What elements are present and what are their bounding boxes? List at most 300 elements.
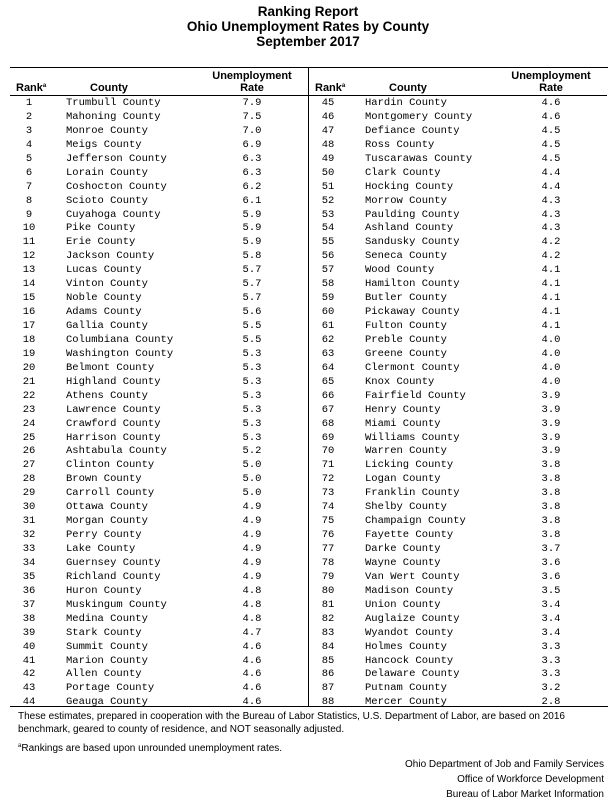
rate-cell: 5.9	[242, 236, 262, 249]
county-cell: Fairfield County	[365, 389, 466, 402]
rate-cell: 4.7	[242, 626, 262, 639]
rank-cell: 56	[321, 250, 335, 263]
county-cell: Clinton County	[66, 459, 155, 472]
rate-cell: 6.3	[242, 152, 262, 165]
rate-cell: 4.2	[541, 236, 561, 249]
rate-cell: 3.9	[541, 445, 561, 458]
rate-cell: 4.3	[541, 222, 561, 235]
table-row	[309, 222, 607, 236]
rank-cell: 76	[321, 529, 335, 542]
county-cell: Portage County	[66, 682, 155, 695]
rate-cell: 3.8	[541, 515, 561, 528]
county-cell: Putnam County	[365, 682, 447, 695]
table-row	[10, 264, 308, 278]
table-row	[309, 432, 607, 446]
rate-cell: 3.3	[541, 640, 561, 653]
table-row	[10, 250, 308, 264]
rate-cell: 3.9	[541, 389, 561, 402]
rank-cell: 80	[321, 584, 335, 597]
rank-cell: 84	[321, 640, 335, 653]
table-row	[10, 432, 308, 446]
table-row	[10, 459, 308, 473]
rank-cell: 54	[321, 222, 335, 235]
county-cell: Paulding County	[365, 208, 460, 221]
rank-cell: 59	[321, 292, 335, 305]
table-row	[10, 348, 308, 362]
rank-cell: 67	[321, 403, 335, 416]
rate-cell: 5.8	[242, 250, 262, 263]
rank-cell: 72	[321, 473, 335, 486]
rank-cell: 49	[321, 152, 335, 165]
rank-cell: 81	[321, 598, 335, 611]
table-row	[10, 320, 308, 334]
rank-footnote-marker: a	[341, 83, 346, 89]
rate-cell: 5.9	[242, 208, 262, 221]
rank-column-header: Rank$^a$	[16, 82, 47, 94]
county-cell: Franklin County	[365, 487, 460, 500]
table-row	[309, 404, 607, 418]
rank-cell: 6	[25, 166, 33, 179]
rate-cell: 3.3	[541, 668, 561, 681]
rank-cell: 11	[22, 236, 36, 249]
rate-cell: 4.2	[541, 250, 561, 263]
rank-cell: 43	[22, 682, 36, 695]
rate-cell: 5.3	[242, 361, 262, 374]
county-cell: Hamilton County	[365, 278, 460, 291]
table-row	[10, 181, 308, 195]
rate-cell: 5.3	[242, 431, 262, 444]
rank-cell: 73	[321, 487, 335, 500]
rank-cell: 24	[22, 417, 36, 430]
rate-cell: 4.6	[242, 668, 262, 681]
table-row	[10, 487, 308, 501]
table-row	[309, 557, 607, 571]
county-cell: Mahoning County	[66, 110, 161, 123]
report-title-block	[0, 4, 616, 49]
rate-cell: 4.5	[541, 152, 561, 165]
county-cell: Jackson County	[66, 250, 155, 263]
table-row	[309, 627, 607, 641]
county-cell: Ross County	[365, 138, 435, 151]
county-cell: Sandusky County	[365, 236, 460, 249]
rate-cell: 6.2	[242, 180, 262, 193]
rate-cell: 4.9	[242, 501, 262, 514]
rate-cell: 5.5	[242, 333, 262, 346]
table-row	[309, 334, 607, 348]
rate-cell: 3.5	[541, 584, 561, 597]
table-row	[10, 682, 308, 696]
rank-cell: 21	[22, 375, 36, 388]
table-row	[309, 320, 607, 334]
rank-cell: 47	[321, 124, 335, 137]
rate-cell: 4.6	[242, 682, 262, 695]
rank-cell: 3	[25, 124, 33, 137]
rank-cell: 30	[22, 501, 36, 514]
rank-cell: 70	[321, 445, 335, 458]
county-column-header: County	[90, 82, 128, 94]
county-cell: Lucas County	[66, 264, 142, 277]
rate-cell: 3.2	[541, 682, 561, 695]
rank-cell: 87	[321, 682, 335, 695]
county-cell: Ottawa County	[66, 501, 148, 514]
table-row	[309, 571, 607, 585]
table-row	[309, 668, 607, 682]
source-department: Ohio Department of Job and Family Services	[405, 759, 604, 770]
table-row	[309, 459, 607, 473]
rank-cell: 79	[321, 570, 335, 583]
table-row	[309, 376, 607, 390]
table-row	[309, 682, 607, 696]
ranking-table	[10, 67, 608, 707]
rate-cell: 4.9	[242, 556, 262, 569]
county-cell: Coshocton County	[66, 180, 167, 193]
county-cell: Hardin County	[365, 97, 447, 109]
rank-cell: 75	[321, 515, 335, 528]
table-row	[10, 655, 308, 669]
rank-cell: 25	[22, 431, 36, 444]
rate-cell: 4.6	[242, 654, 262, 667]
rate-cell: 7.9	[242, 97, 262, 109]
county-cell: Seneca County	[365, 250, 447, 263]
county-cell: Fayette County	[365, 529, 454, 542]
county-column-header: County	[389, 82, 427, 94]
rank-cell: 66	[321, 389, 335, 402]
rate-cell: 4.4	[541, 180, 561, 193]
county-cell: Cuyahoga County	[66, 208, 161, 221]
table-rows-right	[309, 97, 607, 710]
rank-cell: 23	[22, 403, 36, 416]
rank-cell: 22	[22, 389, 36, 402]
rate-cell: 4.9	[242, 543, 262, 555]
report-period: September 2017	[256, 34, 360, 49]
rate-cell: 3.8	[541, 459, 561, 472]
county-cell: Summit County	[66, 640, 148, 653]
rate-cell: 4.6	[541, 97, 561, 109]
rate-cell: 3.4	[541, 598, 561, 611]
table-left-half	[10, 68, 308, 709]
county-cell: Morgan County	[66, 515, 148, 528]
county-cell: Pike County	[66, 222, 136, 235]
county-cell: Greene County	[365, 347, 447, 360]
rate-cell: 5.3	[242, 389, 262, 402]
rank-cell: 29	[22, 487, 36, 500]
rank-cell: 78	[321, 556, 335, 569]
county-cell: Lake County	[66, 543, 136, 555]
county-cell: Van Wert County	[365, 570, 460, 583]
table-row	[309, 501, 607, 515]
table-row	[309, 125, 607, 139]
rank-cell: 39	[22, 626, 36, 639]
rank-cell: 17	[22, 320, 36, 332]
county-cell: Adams County	[66, 306, 142, 319]
rank-cell: 60	[321, 306, 335, 319]
table-row	[309, 515, 607, 529]
county-cell: Belmont County	[66, 361, 155, 374]
county-cell: Crawford County	[66, 417, 161, 430]
rate-cell: 4.6	[242, 696, 262, 709]
county-cell: Monroe County	[66, 124, 148, 137]
county-cell: Scioto County	[66, 194, 148, 207]
county-cell: Henry County	[365, 403, 441, 416]
rate-column-header: Unemployment Rate	[511, 70, 591, 94]
county-cell: Highland County	[66, 375, 161, 388]
estimates-footnote: These estimates, prepared in cooperation with the Bureau of Labor Statistics, U.S. Department of Labor, are based on 2016 benchmark, geared to county of residence, and NOT seasonally adjusted.	[18, 711, 565, 735]
table-row	[309, 487, 607, 501]
rate-cell: 4.1	[541, 292, 561, 305]
rankings-footnote-marker: a	[18, 743, 22, 749]
county-cell: Carroll County	[66, 487, 155, 500]
county-cell: Washington County	[66, 347, 174, 360]
county-cell: Licking County	[365, 459, 454, 472]
county-cell: Madison County	[365, 584, 454, 597]
table-row	[309, 390, 607, 404]
rank-cell: 36	[22, 584, 36, 597]
rank-cell: 32	[22, 529, 36, 542]
rate-cell: 4.1	[541, 278, 561, 291]
table-row	[309, 641, 607, 655]
rate-cell: 7.5	[242, 110, 262, 123]
county-cell: Hancock County	[365, 654, 454, 667]
county-cell: Noble County	[66, 292, 142, 305]
rank-cell: 58	[321, 278, 335, 291]
table-rows-left	[10, 97, 308, 710]
table-row	[309, 543, 607, 557]
table-row	[309, 418, 607, 432]
table-row	[309, 529, 607, 543]
county-cell: Holmes County	[365, 640, 447, 653]
county-cell: Shelby County	[365, 501, 447, 514]
rate-cell: 3.4	[541, 626, 561, 639]
source-office: Office of Workforce Development	[457, 774, 604, 785]
rate-cell: 4.1	[541, 320, 561, 332]
rate-cell: 4.4	[541, 166, 561, 179]
table-row	[10, 125, 308, 139]
rate-cell: 4.1	[541, 306, 561, 319]
rank-cell: 38	[22, 612, 36, 625]
rate-cell: 5.5	[242, 320, 262, 332]
county-cell: Preble County	[365, 333, 447, 346]
rate-cell: 4.5	[541, 124, 561, 137]
rate-cell: 4.8	[242, 598, 262, 611]
county-cell: Lorain County	[66, 166, 148, 179]
table-row	[10, 641, 308, 655]
county-cell: Pickaway County	[365, 306, 460, 319]
table-row	[309, 153, 607, 167]
rank-cell: 88	[321, 696, 335, 709]
table-row	[10, 557, 308, 571]
table-row	[10, 390, 308, 404]
table-row	[10, 668, 308, 682]
rank-cell: 9	[25, 208, 33, 221]
rate-column-header: Unemployment Rate	[212, 70, 292, 94]
table-row	[10, 111, 308, 125]
county-cell: Hocking County	[365, 180, 454, 193]
county-cell: Wyandot County	[365, 626, 454, 639]
rate-cell: 4.0	[541, 333, 561, 346]
table-row	[10, 167, 308, 181]
county-cell: Morrow County	[365, 194, 447, 207]
rate-cell: 3.9	[541, 403, 561, 416]
rank-cell: 34	[22, 556, 36, 569]
rate-cell: 3.7	[541, 543, 561, 555]
rate-cell: 5.7	[242, 278, 262, 291]
table-row	[309, 348, 607, 362]
rate-cell: 5.6	[242, 306, 262, 319]
rank-cell: 28	[22, 473, 36, 486]
rank-cell: 42	[22, 668, 36, 681]
rate-cell: 3.3	[541, 654, 561, 667]
rank-cell: 63	[321, 347, 335, 360]
table-row	[10, 97, 308, 111]
table-row	[10, 306, 308, 320]
table-row	[309, 111, 607, 125]
table-row	[10, 209, 308, 223]
rate-cell: 3.8	[541, 501, 561, 514]
rank-cell: 71	[321, 459, 335, 472]
table-row	[10, 627, 308, 641]
table-row	[309, 445, 607, 459]
county-cell: Medina County	[66, 612, 148, 625]
rate-cell: 7.0	[242, 124, 262, 137]
rate-cell: 5.7	[242, 264, 262, 277]
rank-cell: 46	[321, 110, 335, 123]
table-row	[309, 473, 607, 487]
table-row	[309, 613, 607, 627]
rank-cell: 44	[22, 696, 36, 709]
table-row	[10, 153, 308, 167]
rank-cell: 57	[321, 264, 335, 277]
rank-cell: 12	[22, 250, 36, 263]
table-row	[10, 571, 308, 585]
county-cell: Union County	[365, 598, 441, 611]
rate-cell: 5.3	[242, 347, 262, 360]
report-subtitle: Ohio Unemployment Rates by County	[186, 19, 430, 34]
rate-cell: 5.9	[242, 222, 262, 235]
county-cell: Fulton County	[365, 320, 447, 332]
rate-cell: 3.8	[541, 473, 561, 486]
rank-cell: 1	[25, 97, 33, 109]
rank-cell: 53	[321, 208, 335, 221]
rate-cell: 4.1	[541, 264, 561, 277]
table-row	[10, 292, 308, 306]
source-bureau: Bureau of Labor Market Information	[446, 789, 604, 800]
rate-cell: 4.6	[242, 640, 262, 653]
rate-cell: 5.0	[242, 487, 262, 500]
rate-cell: 6.9	[242, 138, 262, 151]
table-row	[309, 209, 607, 223]
rate-cell: 3.8	[541, 529, 561, 542]
table-header-left	[10, 68, 308, 96]
rank-cell: 10	[22, 222, 36, 235]
rank-cell: 19	[22, 347, 36, 360]
county-cell: Darke County	[365, 543, 441, 555]
county-cell: Wood County	[365, 264, 435, 277]
table-row	[10, 501, 308, 515]
rank-cell: 26	[22, 445, 36, 458]
table-row	[309, 181, 607, 195]
rank-cell: 86	[321, 668, 335, 681]
rate-cell: 4.8	[242, 584, 262, 597]
county-cell: Butler County	[365, 292, 447, 305]
rank-cell: 65	[321, 375, 335, 388]
rank-cell: 20	[22, 361, 36, 374]
county-cell: Champaign County	[365, 515, 466, 528]
county-cell: Erie County	[66, 236, 136, 249]
rank-cell: 18	[22, 333, 36, 346]
table-row	[309, 655, 607, 669]
rank-cell: 82	[321, 612, 335, 625]
county-cell: Vinton County	[66, 278, 148, 291]
rank-cell: 7	[25, 180, 33, 193]
county-cell: Jefferson County	[66, 152, 167, 165]
rank-cell: 68	[321, 417, 335, 430]
table-row	[309, 599, 607, 613]
county-cell: Guernsey County	[66, 556, 161, 569]
county-cell: Stark County	[66, 626, 142, 639]
rank-cell: 14	[22, 278, 36, 291]
rank-cell: 64	[321, 361, 335, 374]
rank-cell: 27	[22, 459, 36, 472]
table-row	[309, 167, 607, 181]
rate-cell: 5.0	[242, 473, 262, 486]
rank-cell: 40	[22, 640, 36, 653]
county-cell: Gallia County	[66, 320, 148, 332]
county-cell: Geauga County	[66, 696, 148, 709]
rate-cell: 4.9	[242, 529, 262, 542]
county-cell: Huron County	[66, 584, 142, 597]
county-cell: Miami County	[365, 417, 441, 430]
table-row	[309, 139, 607, 153]
table-row	[10, 236, 308, 250]
table-row	[309, 97, 607, 111]
county-cell: Logan County	[365, 473, 441, 486]
table-row	[309, 264, 607, 278]
table-row	[309, 306, 607, 320]
county-cell: Lawrence County	[66, 403, 161, 416]
county-cell: Columbiana County	[66, 333, 174, 346]
rank-cell: 33	[22, 543, 36, 555]
rank-cell: 69	[321, 431, 335, 444]
table-row	[309, 195, 607, 209]
table-row	[10, 418, 308, 432]
county-cell: Wayne County	[365, 556, 441, 569]
table-row	[10, 473, 308, 487]
county-cell: Clermont County	[365, 361, 460, 374]
table-row	[10, 278, 308, 292]
rank-cell: 13	[22, 264, 36, 277]
table-row	[10, 613, 308, 627]
rate-cell: 4.8	[242, 612, 262, 625]
rate-cell: 5.7	[242, 292, 262, 305]
county-cell: Muskingum County	[66, 598, 167, 611]
rank-cell: 51	[321, 180, 335, 193]
table-row	[10, 599, 308, 613]
rate-cell: 3.9	[541, 417, 561, 430]
rate-cell: 4.6	[541, 110, 561, 123]
rank-cell: 35	[22, 570, 36, 583]
rankings-footnote: $^a$Rankings are based upon unrounded unemployment rates.	[18, 743, 283, 754]
rank-cell: 16	[22, 306, 36, 319]
county-cell: Ashland County	[365, 222, 454, 235]
county-cell: Williams County	[365, 431, 460, 444]
rank-cell: 5	[25, 152, 33, 165]
rate-cell: 5.3	[242, 403, 262, 416]
rank-cell: 37	[22, 598, 36, 611]
rate-cell: 4.9	[242, 570, 262, 583]
table-row	[309, 362, 607, 376]
table-row	[10, 362, 308, 376]
county-cell: Trumbull County	[66, 97, 161, 109]
